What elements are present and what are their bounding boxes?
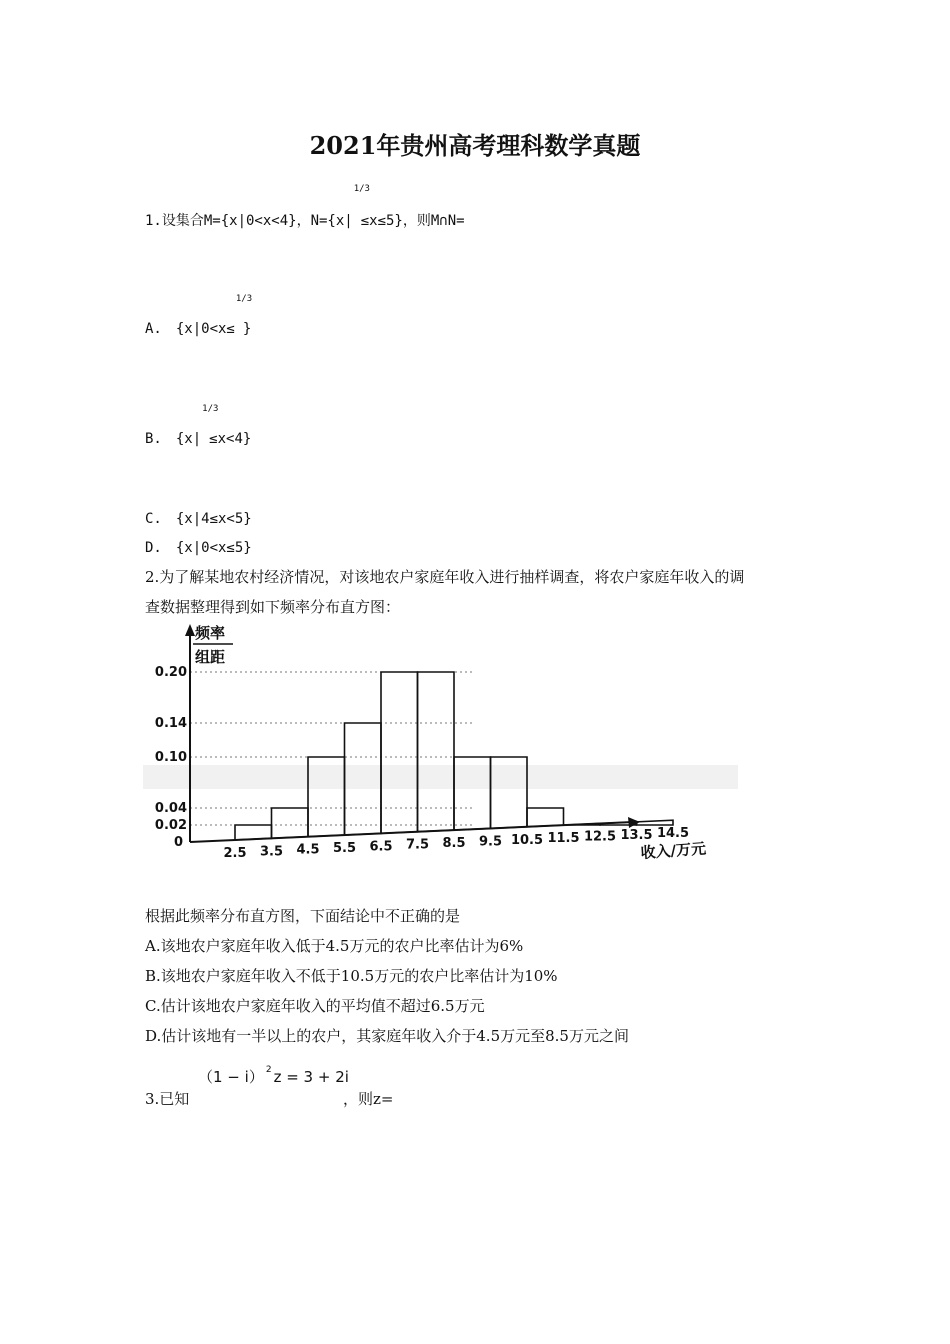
q1-option-a-fraction: 1/3 [235, 294, 253, 304]
q2-after-text: 根据此频率分布直方图，下面结论中不正确的是 [145, 907, 461, 925]
q1-stem-part-b: ≤x≤5}，则M∩N= [360, 213, 465, 229]
x-tick-label: 6.5 [369, 839, 393, 855]
y-tick-label: 0.10 [154, 750, 187, 765]
x-tick-label: 8.5 [442, 836, 466, 852]
y-label-top: 频率 [195, 624, 226, 642]
x-tick-label: 7.5 [405, 837, 430, 853]
q1-stem [145, 184, 465, 230]
q1-stem-part-a: 1.设集合M={x|0<x<4}，N={x| [145, 213, 353, 229]
x-tick-label: 2.5 [223, 845, 247, 861]
q1-option-b [145, 404, 252, 448]
q2-stem-line2: 查数据整理得到如下频率分布直方图： [145, 598, 401, 616]
q1-fraction: 1/3 [353, 184, 370, 194]
q1-option-a [145, 294, 253, 338]
y-tick-label: 0.14 [154, 716, 187, 731]
q2-option-c: C.估计该地农户家庭年收入的平均值不超过6.5万元 [145, 997, 485, 1015]
q3-tail: ，则z= [343, 1090, 394, 1108]
origin-label: 0 [173, 835, 183, 850]
q1-option-b-fraction: 1/3 [202, 404, 219, 414]
x-tick-label: 14.5 [656, 826, 690, 842]
q3-formula-part-a: （1 − i） [198, 1068, 264, 1086]
q1-option-c: C. {x|4≤x<5} [145, 511, 252, 527]
x-tick-label: 11.5 [547, 831, 580, 847]
q2-option-d: D.估计该地有一半以上的农户，其家庭年收入介于4.5万元至8.5万元之间 [145, 1027, 629, 1045]
frequency-histogram [143, 620, 738, 882]
y-tick-label: 0.20 [154, 665, 187, 680]
q2-option-b: B.该地农户家庭年收入不低于10.5万元的农户比率估计为10% [145, 967, 558, 985]
x-tick-label: 12.5 [583, 829, 617, 845]
y-tick-label: 0.04 [154, 801, 187, 816]
y-tick-label: 0.02 [154, 818, 187, 833]
x-tick-label: 5.5 [332, 841, 357, 857]
q1-option-b-text: B. {x| [145, 431, 202, 447]
q3-label: 3.已知 [145, 1090, 190, 1108]
page-title: 2021年贵州高考理科数学真题 [309, 131, 641, 160]
q3-formula-part-b: z = 3 + 2i [273, 1068, 349, 1086]
x-tick-label: 3.5 [259, 844, 284, 860]
x-tick-label: 13.5 [620, 827, 653, 843]
x-tick-label: 4.5 [296, 842, 320, 858]
q3-formula [198, 1066, 349, 1087]
q1-option-a-tail: } [242, 321, 252, 337]
q1-option-a-text: A. {x|0<x≤ [145, 321, 235, 337]
q1-option-b-tail: ≤x<4} [209, 431, 252, 447]
q1-option-d: D. {x|0<x≤5} [145, 540, 252, 556]
q2-option-a: A.该地农户家庭年收入低于4.5万元的农户比率估计为6% [145, 937, 524, 955]
x-axis-label: 收入/万元 [640, 839, 707, 862]
q2-stem-line1: 2.为了解某地农村经济情况，对该地农户家庭年收入进行抽样调查，将农户家庭年收入的调 [145, 568, 745, 586]
x-tick-label: 10.5 [510, 832, 544, 848]
y-label-bottom: 组距 [195, 648, 226, 666]
q3-formula-sup: 2 [265, 1065, 272, 1075]
x-tick-label: 9.5 [478, 834, 503, 850]
